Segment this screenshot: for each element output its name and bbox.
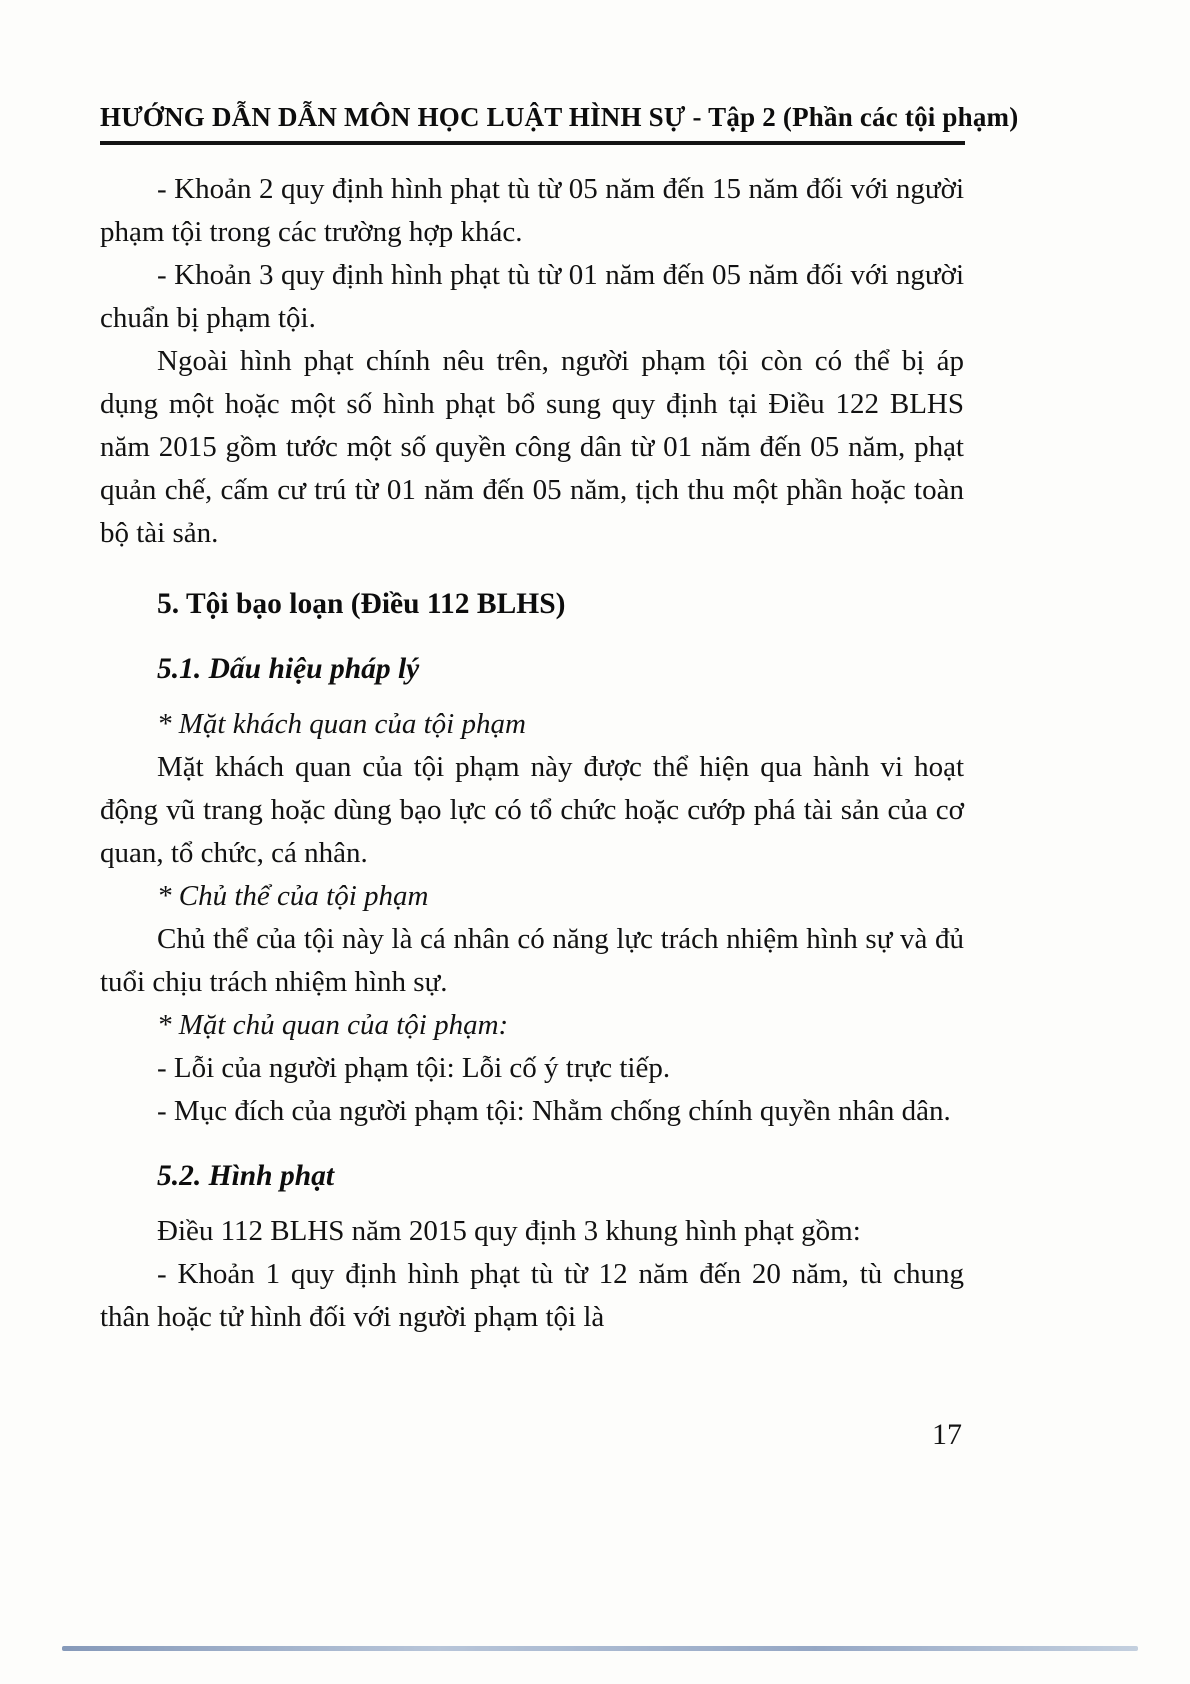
paragraph-chu-the-body: Chủ thể của tội này là cá nhân có năng lực trách nhiệm hình sự và đủ tuổi chịu trách nhiệm hình sự. <box>100 923 964 998</box>
subsection-heading-hinh-phat: 5.2. Hình phạt <box>157 1160 335 1192</box>
paragraph-mat-chu-quan-label: * Mặt chủ quan của tội phạm: <box>157 1009 509 1041</box>
running-header-title: HƯỚNG DẪN DẪN MÔN HỌC LUẬT HÌNH SỰ - Tập 2 (Phần các tội phạm) <box>100 102 1019 132</box>
paragraph-muc-dich: - Mục đích của người phạm tội: Nhằm chống chính quyền nhân dân. <box>157 1095 951 1127</box>
header-rule <box>100 141 965 145</box>
section-heading-toi-bao-loan: 5. Tội bạo loạn (Điều 112 BLHS) <box>157 588 566 620</box>
paragraph-loi: - Lỗi của người phạm tội: Lỗi cố ý trực tiếp. <box>157 1052 671 1084</box>
paragraph-clause-1: - Khoản 1 quy định hình phạt tù từ 12 năm đến 20 năm, tù chung thân hoặc tử hình đối với người phạm tội là <box>100 1258 964 1333</box>
paragraph-supplementary-penalties: Ngoài hình phạt chính nêu trên, người phạm tội còn có thể bị áp dụng một hoặc một số hình phạt bổ sung quy định tại Điều 122 BLHS năm 2015 gồm tước một số quyền công dân từ 01 năm đến 05 năm, phạt quản chế, cấm cư trú từ 01 năm đến 05 năm, tịch thu một phần hoặc toàn bộ tài sản. <box>100 345 964 549</box>
paragraph-mat-khach-quan-label: * Mặt khách quan của tội phạm <box>157 708 526 740</box>
paragraph-dieu-112-khung: Điều 112 BLHS năm 2015 quy định 3 khung hình phạt gồm: <box>157 1215 861 1247</box>
page-number: 17 <box>932 1418 962 1451</box>
paragraph-clause-3: - Khoản 3 quy định hình phạt tù từ 01 năm đến 05 năm đối với người chuẩn bị phạm tội. <box>100 259 964 334</box>
page-header <box>100 102 1019 145</box>
scan-artifact-line <box>62 1646 1138 1651</box>
subsection-heading-dau-hieu-phap-ly: 5.1. Dấu hiệu pháp lý <box>157 653 420 685</box>
paragraph-mat-khach-quan-body: Mặt khách quan của tội phạm này được thể hiện qua hành vi hoạt động vũ trang hoặc dùng bạo lực có tổ chức hoặc cướp phá tài sản của cơ quan, tổ chức, cá nhân. <box>100 751 964 869</box>
page-content <box>100 168 964 1339</box>
paragraph-chu-the-label: * Chủ thể của tội phạm <box>157 880 429 912</box>
paragraph-clause-2: - Khoản 2 quy định hình phạt tù từ 05 năm đến 15 năm đối với người phạm tội trong các trường hợp khác. <box>100 173 964 248</box>
